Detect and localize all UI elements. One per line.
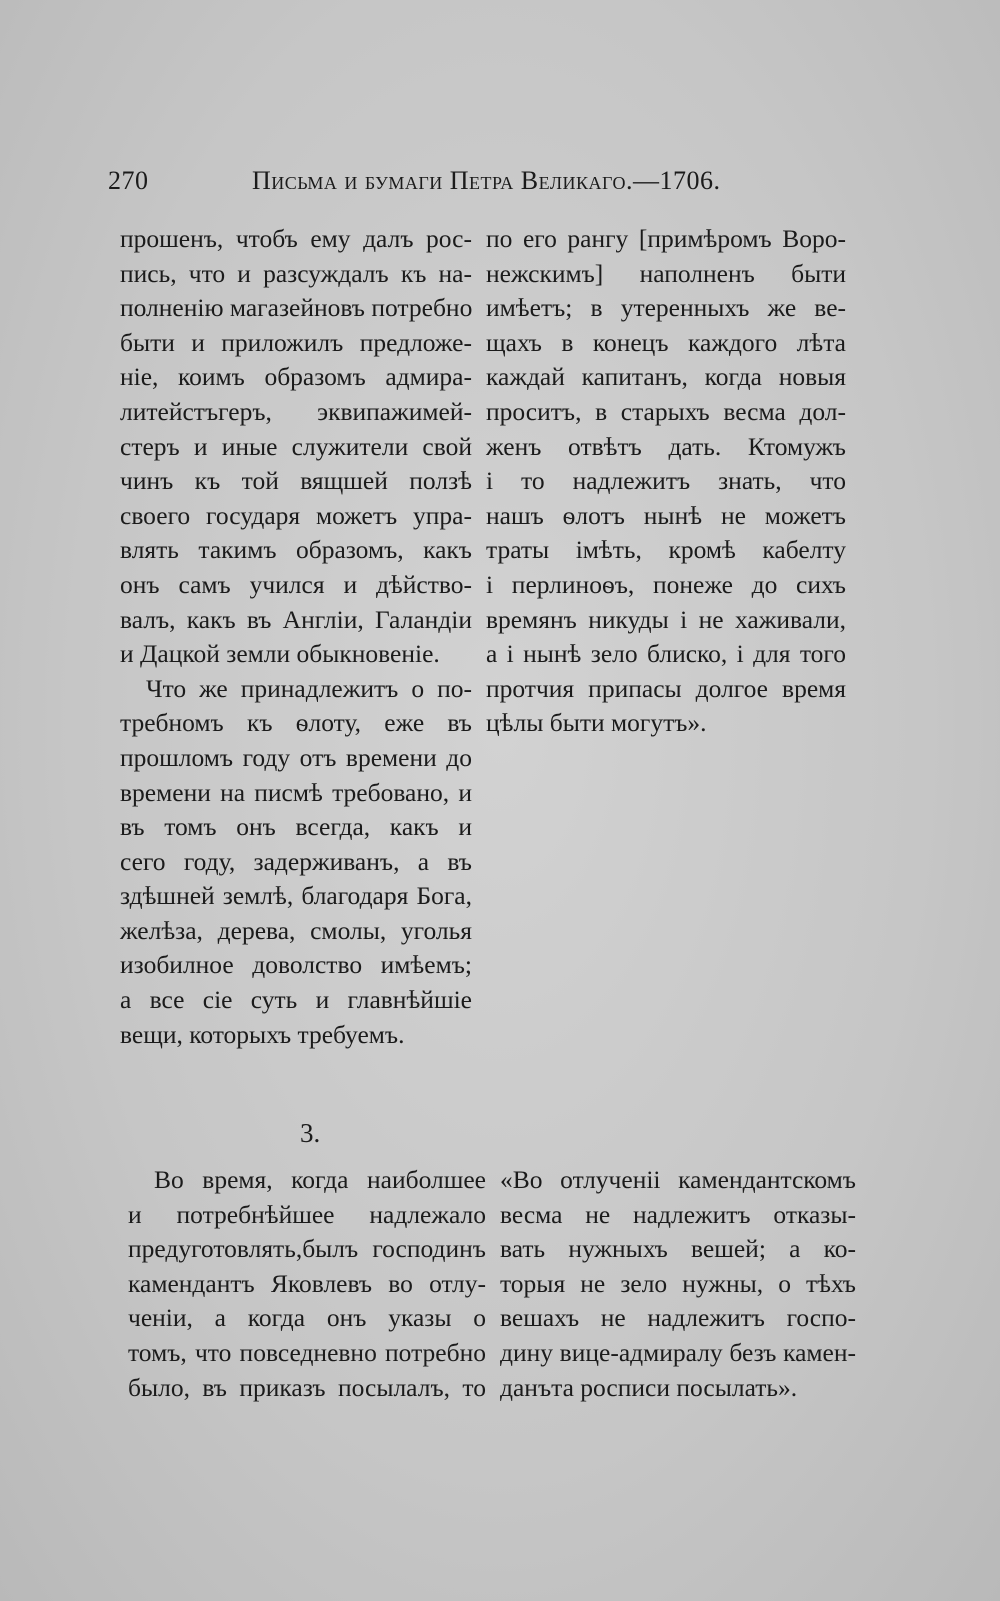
paragraph-start-line: Во время, когда наиболшее — [154, 1165, 486, 1194]
text-line: камендантъ Яковлевъ во отлу- — [128, 1268, 486, 1298]
text-line: валъ, какъ въ Англіи, Галандіи — [120, 604, 472, 634]
text-line: и Дацкой земли обыкновеніе. — [120, 639, 440, 669]
text-line: і то надлежитъ знать, что — [486, 466, 846, 496]
paragraph-start-line: Что же принадлежитъ о по- — [146, 673, 472, 703]
text-line: «Во отлученіі камендантскомъ — [500, 1165, 856, 1194]
right-column-bottom — [500, 1163, 856, 1405]
text-line: а все сіе суть и главнѣйшіе — [120, 985, 472, 1015]
text-line: быти и приложилъ предложе- — [120, 327, 472, 357]
text-line: своего государя можетъ упра- — [120, 500, 472, 530]
text-line: стеръ и иные служители свой — [120, 431, 472, 461]
text-line: времени на писмѣ требовано, и — [120, 777, 472, 807]
text-line: а і нынѣ зело блиско, і для того — [486, 639, 846, 669]
page-number: 270 — [108, 166, 149, 195]
text-line: торыя не зело нужны, о тѣхъ — [500, 1268, 856, 1298]
text-line: траты імѣть, кромѣ кабелту — [486, 535, 846, 565]
text-line: пись, что и разсуждалъ къ на- — [120, 258, 472, 288]
text-line: каждай капитанъ, когда новыя — [486, 362, 846, 392]
text-line: желѣза, дерева, смолы, уголья — [120, 915, 472, 945]
text-line: предуготовлять,былъ господинъ — [128, 1234, 486, 1264]
section-number: 3. — [300, 1118, 321, 1148]
text-line: томъ, что повседневно потребно — [128, 1337, 486, 1367]
left-column-bottom — [128, 1163, 486, 1405]
text-line: изобилное доволство имѣемъ; — [120, 950, 472, 980]
text-line: цѣлы быти могутъ». — [486, 708, 707, 738]
text-line: вать нужныхъ вешей; а ко- — [500, 1234, 856, 1264]
text-line: ніе, коимъ образомъ адмира- — [120, 362, 472, 392]
text-line: вешахъ не надлежитъ госпо- — [500, 1303, 856, 1333]
text-line: дину вице-адмиралу безъ камен- — [500, 1337, 856, 1367]
text-line: по его рангу [примѣромъ Воро- — [486, 224, 846, 253]
text-line: было, въ приказъ посылалъ, то — [128, 1372, 486, 1402]
text-line: нашъ ѳлотъ нынѣ не можетъ — [486, 500, 846, 530]
text-line: времянъ никуды і не хаживали, — [486, 604, 846, 634]
text-line: здѣшней землѣ, благодаря Бога, — [120, 881, 472, 911]
text-line: щахъ в конецъ каждого лѣта — [486, 327, 846, 357]
text-line: влять такимъ образомъ, какъ — [120, 535, 472, 565]
text-line: полненію магазейновъ потребно — [120, 293, 473, 323]
text-line: данъта росписи посылать». — [500, 1372, 798, 1402]
running-title: Письма и бумаги Петра Великаго.—1706. — [252, 166, 721, 195]
text-line: прошенъ, чтобъ ему далъ рос- — [120, 224, 472, 253]
text-line: требномъ къ ѳлоту, еже въ — [120, 708, 472, 738]
text-line: женъ отвѣтъ дать. Ктомужъ — [486, 431, 846, 461]
right-column-top — [486, 222, 846, 741]
text-line: имѣетъ; в утеренныхъ же ве- — [486, 293, 846, 323]
text-line: нежскимъ] наполненъ быти — [486, 258, 846, 288]
text-line: весма не надлежитъ отказы- — [500, 1199, 856, 1229]
text-line: і перлиноѳъ, понеже до сихъ — [486, 569, 846, 599]
text-line: проситъ, в старыхъ весма дол- — [486, 396, 846, 426]
text-line: ченіи, а когда онъ указы о — [128, 1303, 486, 1333]
text-line: и потребнѣйшее надлежало — [128, 1199, 486, 1229]
text-line: сего году, задерживанъ, а въ — [120, 846, 472, 876]
text-line: вещи, которыхъ требуемъ. — [120, 1019, 405, 1049]
text-line: чинъ къ той вящшей ползѣ — [120, 466, 472, 496]
text-line: онъ самъ учился и дѣйство- — [120, 569, 472, 599]
text-line: прошломъ году отъ времени до — [120, 742, 472, 772]
text-line: въ томъ онъ всегда, какъ и — [120, 812, 472, 842]
text-line: литейстъгеръ, эквипажимей- — [120, 396, 472, 426]
page-header — [108, 166, 721, 202]
text-line: протчия припасы долгое время — [486, 673, 846, 703]
left-column-top — [120, 222, 472, 1052]
